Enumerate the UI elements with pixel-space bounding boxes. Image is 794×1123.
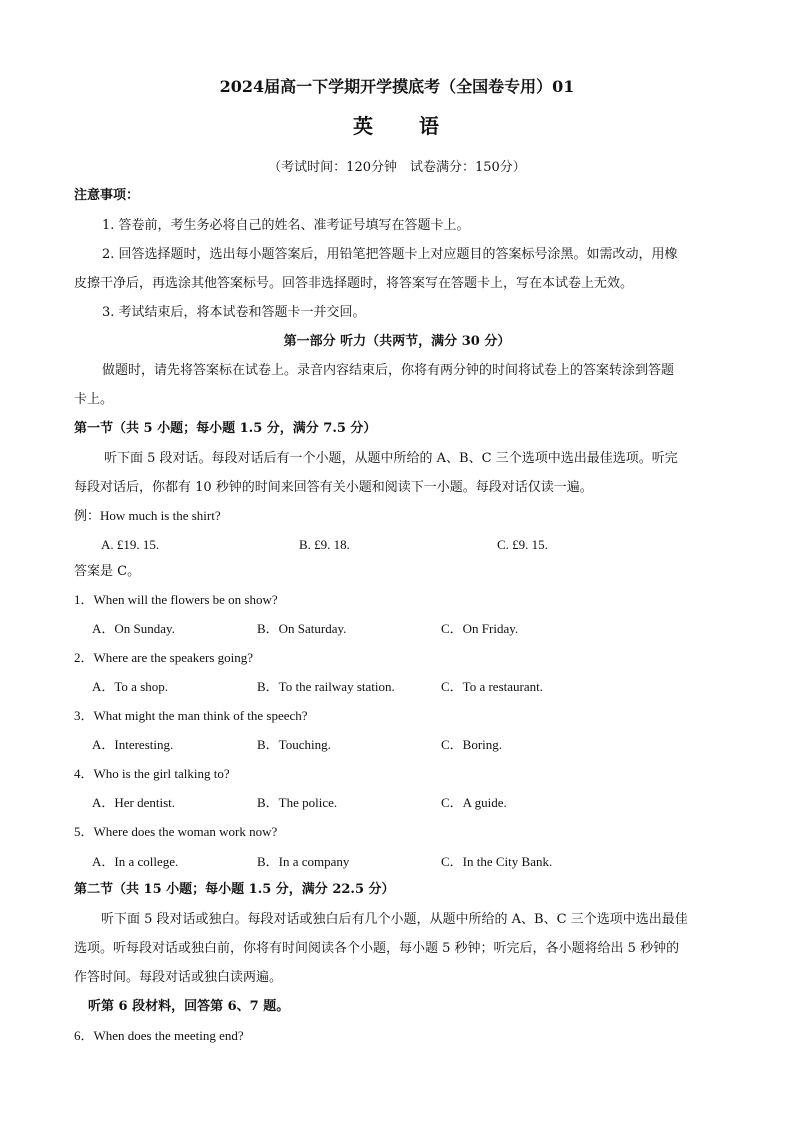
question-5-option-a: A．In a college. [92,854,179,869]
section2-intro-line-2: 选项。听每段对话或独白前，你将有时间阅读各个小题，每小题 5 秒钟；听完后，各小题将给出 5 秒钟的 [74,941,680,956]
question-4-option-c: C．A guide. [441,795,507,810]
notes-item-1: 1. 答卷前，考生务必将自己的姓名、准考证号填写在答题卡上。 [102,218,470,233]
notes-heading: 注意事项： [74,188,140,203]
section2-intro-line-1: 听下面 5 段对话或独白。每段对话或独白后有几个小题，从题中所给的 A、B、C 三个选项中选出最佳 [101,912,688,927]
question-5-option-c: C．In the City Bank. [441,854,553,869]
section1-heading: 第一节（共 5 小题；每小题 1.5 分，满分 7.5 分） [74,421,377,436]
question-6: 6．When does the meeting end? [74,1028,244,1043]
section2-heading: 第二节（共 15 小题；每小题 1.5 分，满分 22.5 分） [74,882,395,897]
example-answer: 答案是 C。 [74,564,141,579]
question-5: 5．Where does the woman work now? [74,824,278,839]
notes-item-2-line-1: 2. 回答选择题时，选出每小题答案后，用铅笔把答题卡上对应题目的答案标号涂黑。如需改动，用橡 [102,247,678,262]
part1-heading: 第一部分 听力（共两节，满分 30 分） [283,334,511,349]
material-6-heading: 听第 6 段材料，回答第 6、7 题。 [88,999,290,1014]
question-2: 2．Where are the speakers going? [74,650,254,665]
question-3: 3．What might the man think of the speech? [74,708,308,723]
subject-char-2: 语 [419,114,441,138]
question-1: 1．When will the flowers be on show? [74,592,278,607]
part1-intro-line-2: 卡上。 [74,392,114,407]
example-option-b: B. £9. 18. [299,537,350,552]
question-1-option-b: B．On Saturday. [257,621,347,636]
exam-info: （考试时间：120分钟 试卷满分：150分） [268,160,526,175]
question-1-option-c: C．On Friday. [441,621,519,636]
example-option-a: A. £19. 15. [101,537,160,552]
question-3-option-a: A．Interesting. [92,737,174,752]
section1-intro-line-2: 每段对话后，你都有 10 秒钟的时间来回答有关小题和阅读下一小题。每段对话仅读一遍。 [74,480,593,495]
notes-item-2-line-2: 皮擦干净后，再选涂其他答案标号。回答非选择题时，将答案写在答题卡上，写在本试卷上无效。 [74,276,634,291]
notes-item-3: 3. 考试结束后，将本试卷和答题卡一并交回。 [102,305,366,320]
question-5-option-b: B．In a company [257,854,350,869]
section2-intro-line-3: 作答时间。每段对话或独白读两遍。 [74,970,283,985]
question-2-option-a: A．To a shop. [92,679,169,694]
question-3-option-b: B．Touching. [257,737,331,752]
question-4-option-a: A．Her dentist. [92,795,176,810]
part1-intro-line-1: 做题时，请先将答案标在试卷上。录音内容结束后，你将有两分钟的时间将试卷上的答案转涂到答题 [102,363,675,378]
question-1-option-a: A．On Sunday. [92,621,175,636]
question-4: 4．Who is the girl talking to? [74,766,230,781]
example-option-c: C. £9. 15. [497,537,548,552]
subject-char-1: 英 [353,114,375,138]
question-4-option-b: B．The police. [257,795,338,810]
subject-title [0,114,794,138]
exam-title: 2024届高一下学期开学摸底考（全国卷专用）01 [219,77,575,96]
example-question: 例：How much is the shirt? [74,508,221,523]
question-3-option-c: C．Boring. [441,737,503,752]
question-2-option-c: C．To a restaurant. [441,679,543,694]
question-2-option-b: B．To the railway station. [257,679,395,694]
section1-intro-line-1: 听下面 5 段对话。每段对话后有一个小题，从题中所给的 A、B、C 三个选项中选出最佳选项。听完 [104,451,678,466]
